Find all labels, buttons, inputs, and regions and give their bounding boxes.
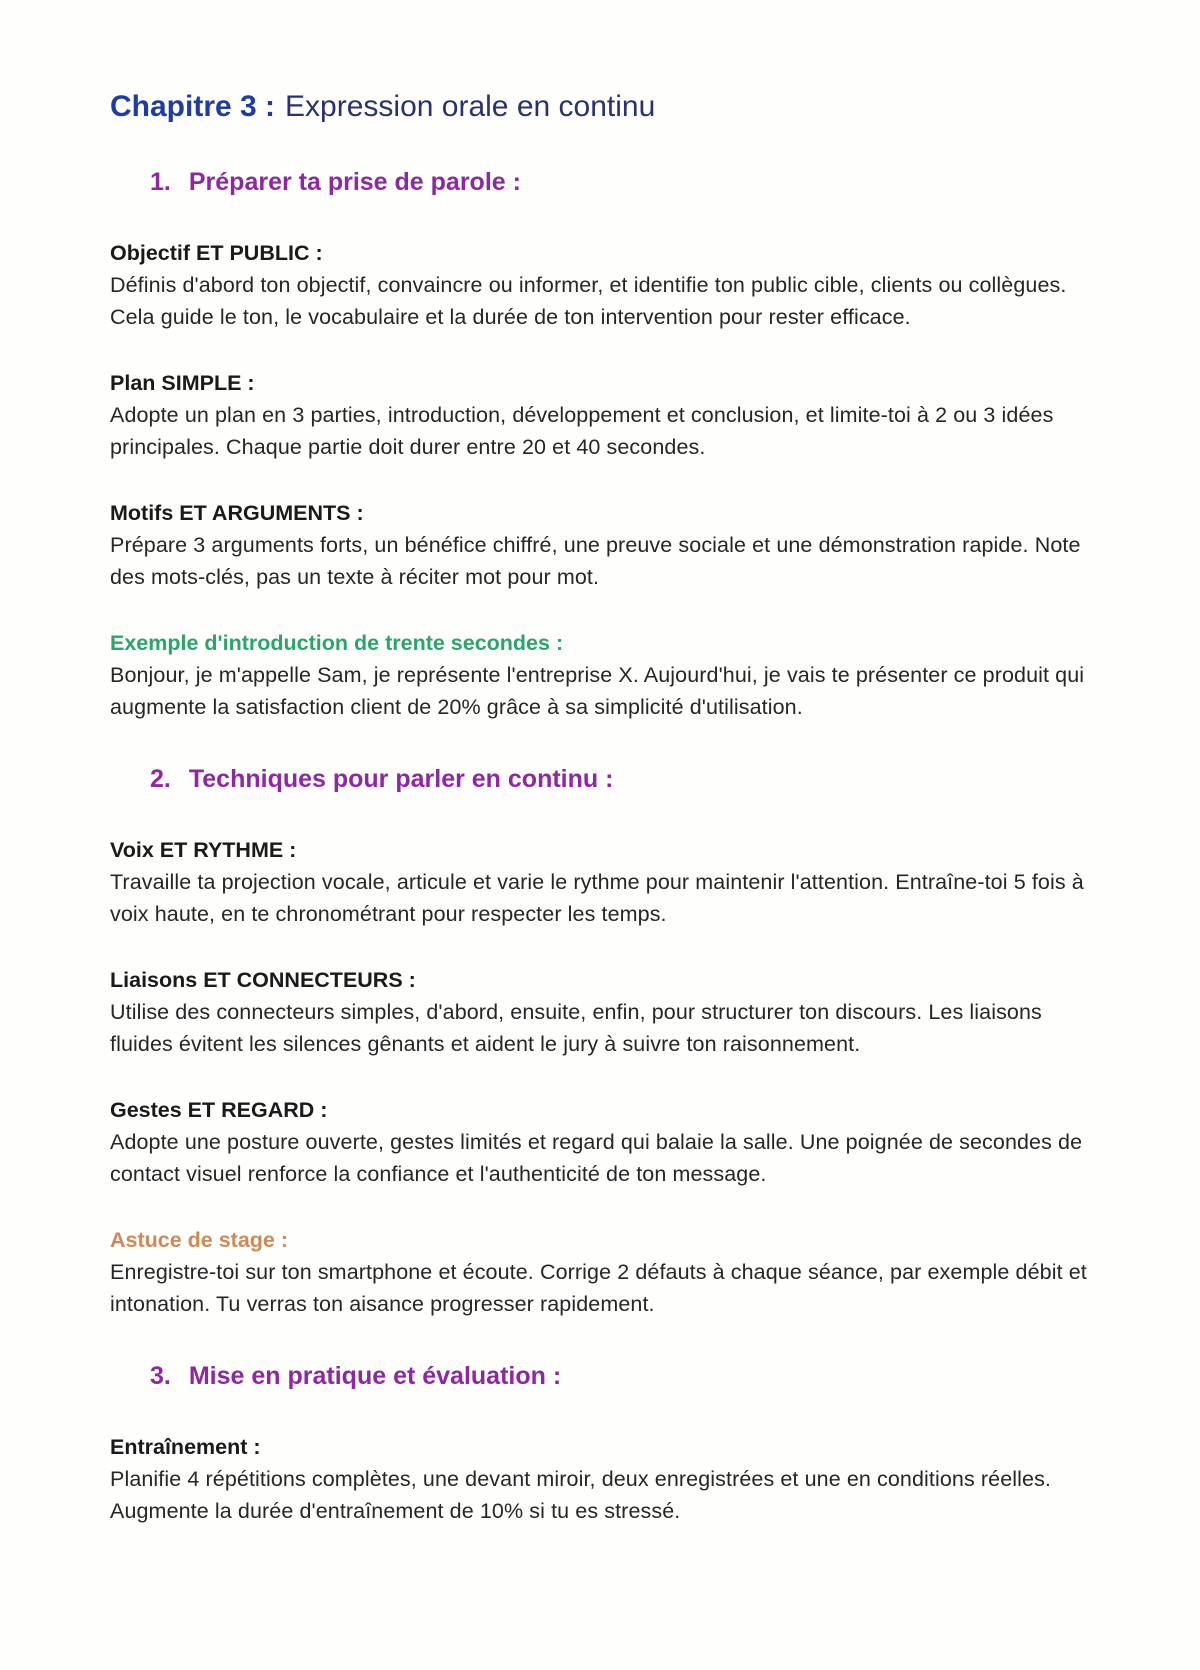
section-title: Techniques pour parler en continu : — [188, 765, 614, 793]
content-block-objectif — [110, 237, 1090, 333]
block-label: Motifs ET ARGUMENTS : — [110, 501, 364, 525]
block-text: Définis d'abord ton objectif, convaincre ou informer, et identifie ton public cible, clients ou collègues. Cela guide le ton, le vocabulaire et la durée de ton intervention pour rester efficace. — [110, 273, 1067, 329]
section-heading-3 — [150, 1360, 1090, 1393]
content-block-exemple — [110, 627, 1090, 723]
content-block-voix — [110, 834, 1090, 930]
block-label: Entraînement : — [110, 1435, 261, 1459]
section-number: 3. — [150, 1362, 171, 1390]
block-label: Liaisons ET CONNECTEURS : — [110, 968, 416, 992]
chapter-number-label: Chapitre 3 : — [110, 90, 276, 123]
block-text: Utilise des connecteurs simples, d'abord, ensuite, enfin, pour structurer ton discours. Les liaisons fluides évitent les silences gênants et aident le jury à suivre ton raisonnement. — [110, 1000, 1042, 1056]
page-title — [110, 88, 1090, 126]
block-text: Enregistre-toi sur ton smartphone et écoute. Corrige 2 défauts à chaque séance, par exemple débit et intonation. Tu verras ton aisance progresser rapidement. — [110, 1260, 1087, 1316]
section-title: Préparer ta prise de parole : — [188, 168, 521, 196]
section-title: Mise en pratique et évaluation : — [188, 1362, 562, 1390]
section-number: 2. — [150, 765, 171, 793]
content-block-astuce — [110, 1224, 1090, 1320]
block-label: Gestes ET REGARD : — [110, 1098, 328, 1122]
block-text: Bonjour, je m'appelle Sam, je représente l'entreprise X. Aujourd'hui, je vais te présenter ce produit qui augmente la satisfaction client de 20% grâce à sa simplicité d'utilisation. — [110, 663, 1085, 719]
content-block-entrainement — [110, 1431, 1090, 1527]
block-text: Planifie 4 répétitions complètes, une devant miroir, deux enregistrées et une en conditions réelles. Augmente la durée d'entraînement de 10% si tu es stressé. — [110, 1467, 1052, 1523]
block-text: Adopte un plan en 3 parties, introduction, développement et conclusion, et limite-toi à 2 ou 3 idées principales. Chaque partie doit durer entre 20 et 40 secondes. — [110, 403, 1054, 459]
section-number: 1. — [150, 168, 171, 196]
block-text: Adopte une posture ouverte, gestes limités et regard qui balaie la salle. Une poignée de secondes de contact visuel renforce la confiance et l'authenticité de ton message. — [110, 1130, 1083, 1186]
content-block-liaisons — [110, 964, 1090, 1060]
section-heading-1 — [150, 166, 1090, 199]
block-label-tip: Astuce de stage : — [110, 1228, 289, 1252]
content-block-plan — [110, 367, 1090, 463]
block-label-example: Exemple d'introduction de trente secondes : — [110, 631, 564, 655]
content-block-gestes — [110, 1094, 1090, 1190]
block-label: Voix ET RYTHME : — [110, 838, 297, 862]
block-label: Plan SIMPLE : — [110, 371, 255, 395]
block-text: Prépare 3 arguments forts, un bénéfice chiffré, une preuve sociale et une démonstration rapide. Note des mots-clés, pas un texte à réciter mot pour mot. — [110, 533, 1081, 589]
block-label: Objectif ET PUBLIC : — [110, 241, 323, 265]
section-heading-2 — [150, 763, 1090, 796]
block-text: Travaille ta projection vocale, articule et varie le rythme pour maintenir l'attention. Entraîne-toi 5 fois à voix haute, en te chronométrant pour respecter les temps. — [110, 870, 1084, 926]
content-block-motifs — [110, 497, 1090, 593]
chapter-title-text: Expression orale en continu — [285, 90, 656, 123]
